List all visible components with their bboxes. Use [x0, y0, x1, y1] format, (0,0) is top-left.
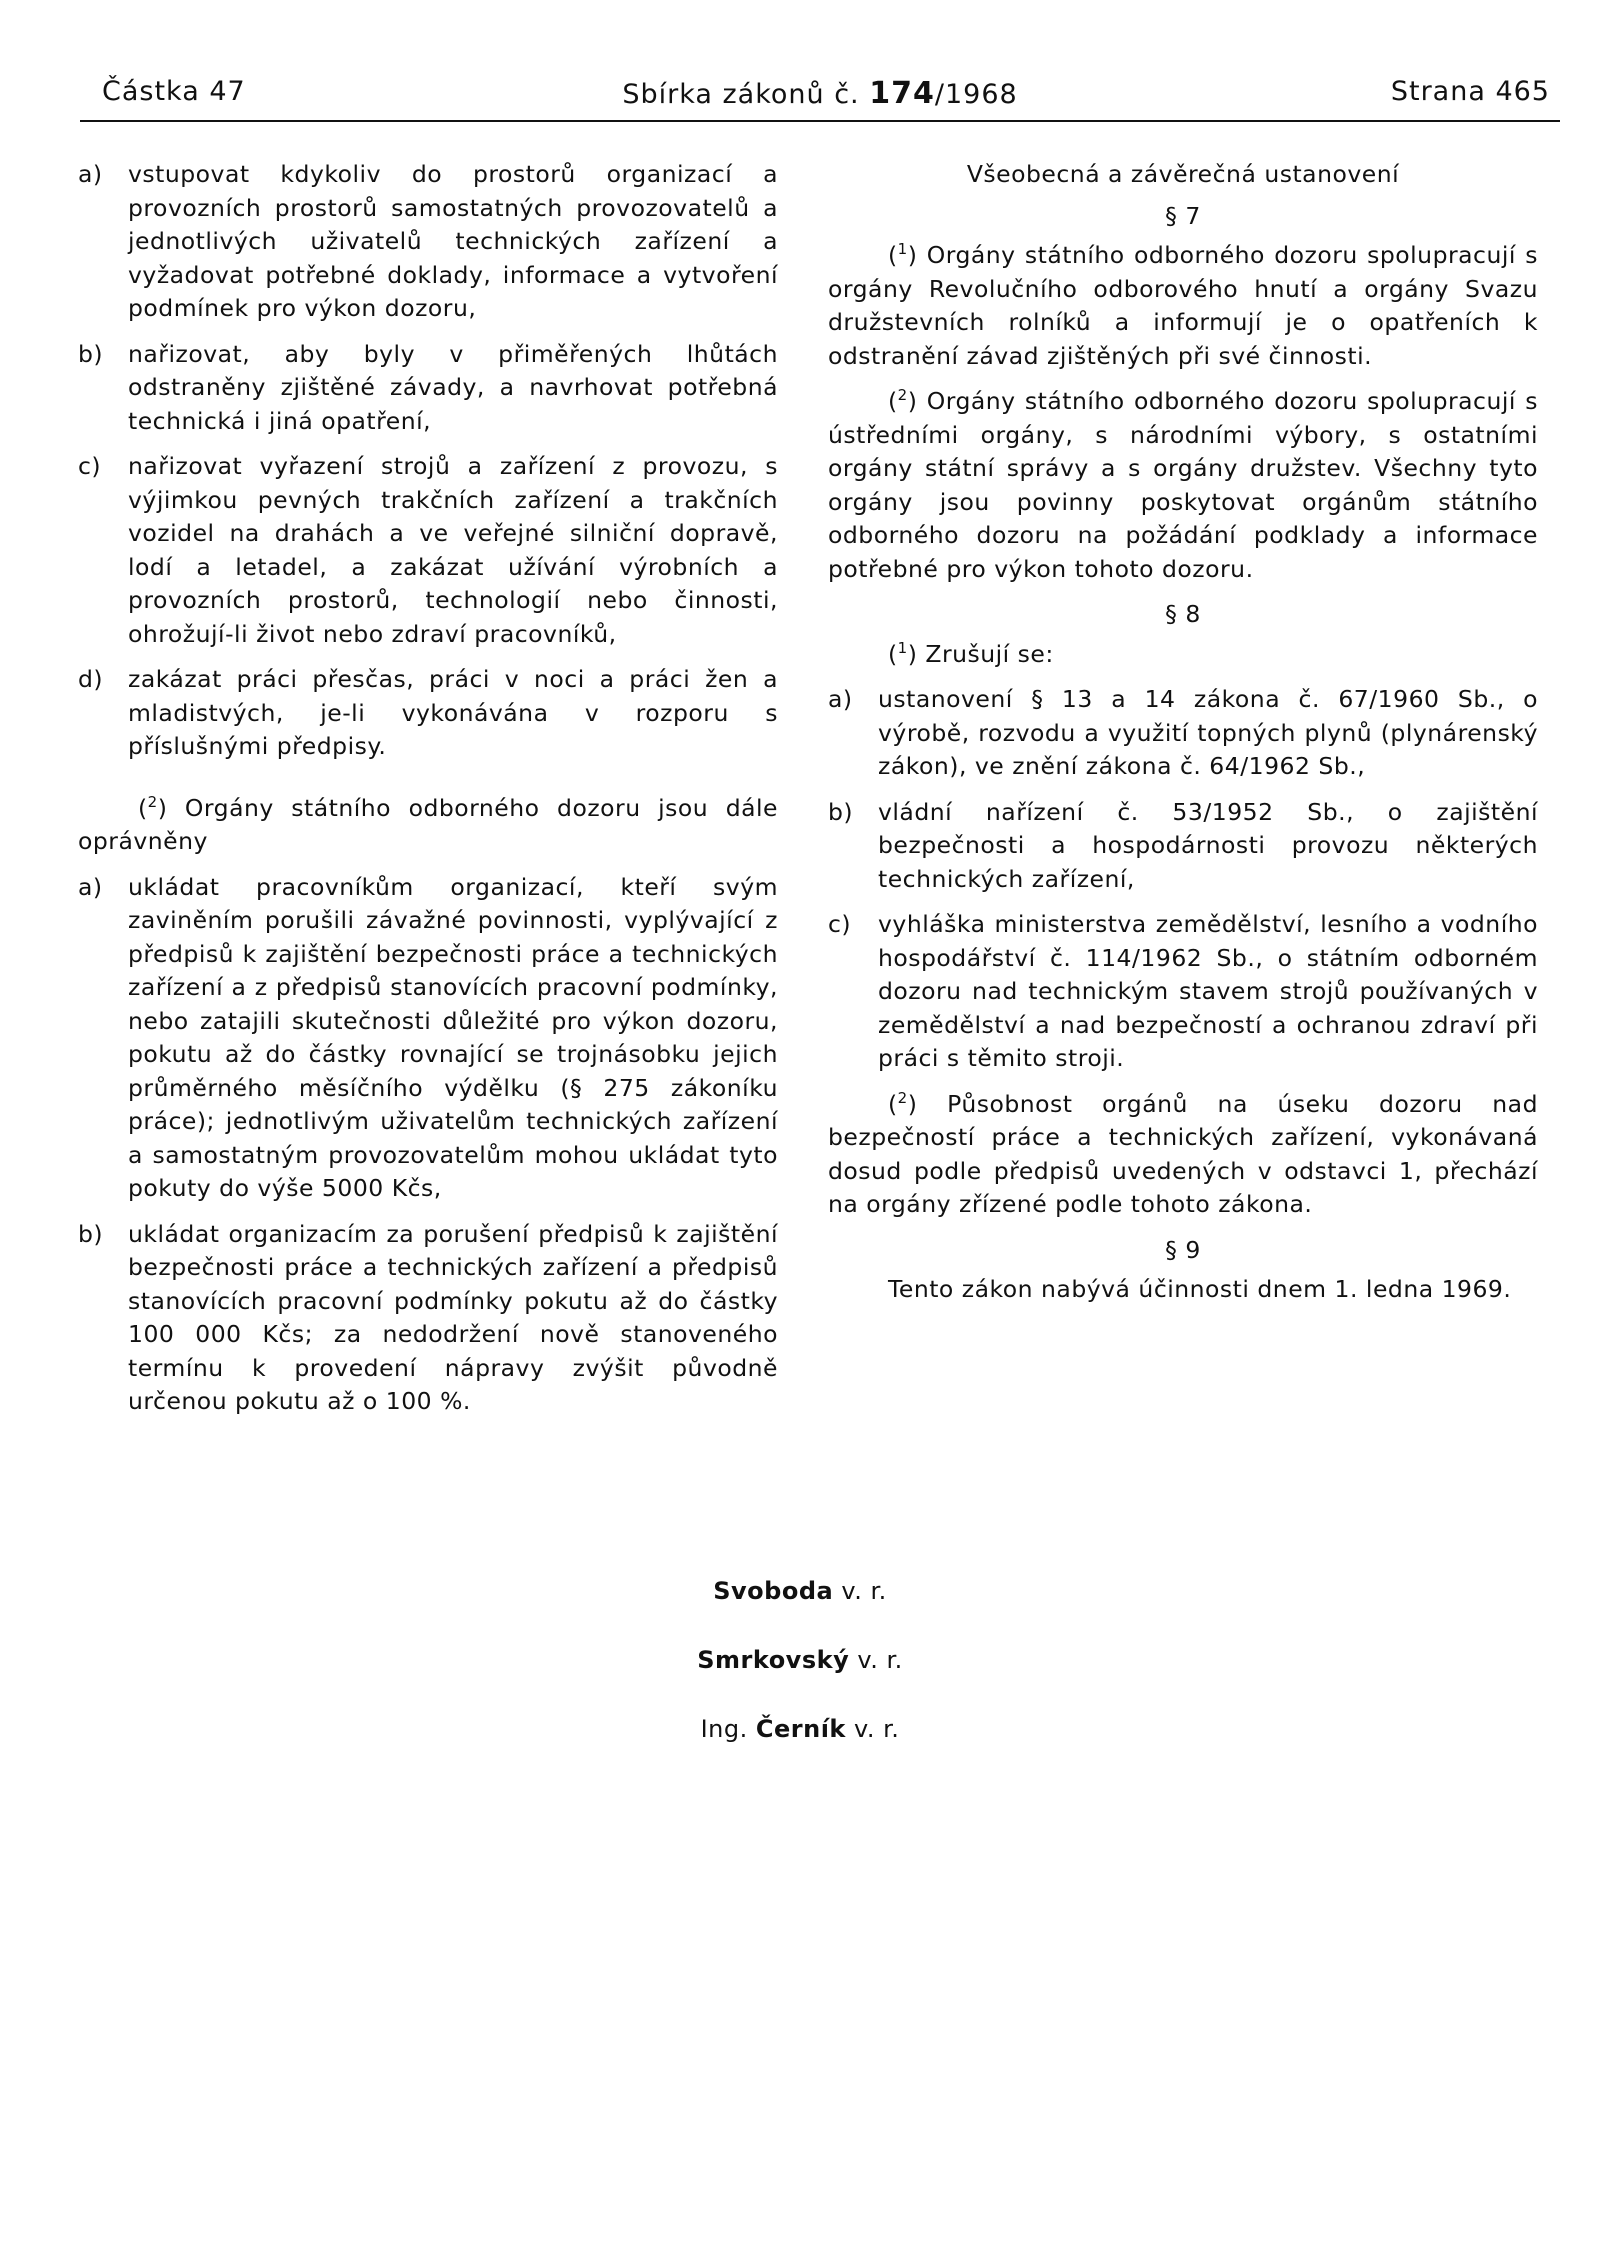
paragraph-text: Zrušují se: — [925, 639, 1054, 668]
paragraph-2: ($^2$) Orgány státního odborného dozoru jsou dále oprávněny — [78, 792, 778, 855]
paragraph-number: 2 — [897, 386, 908, 405]
section-8-paragraph-2: ($^2$) Působnost orgánů na úseku dozoru nad bezpečností práce a technických zařízení, vykonávaná dosud podle předpisů uvedených v odstavci 1, přechází na orgány zřízené podle tohoto zákona. — [828, 1088, 1538, 1218]
item-text: zakázat práci přesčas, práci v noci a práci žen a mladistvých, je-li vykonávána v rozporu s příslušnými předpisy. — [128, 665, 778, 760]
list-item — [828, 796, 1538, 897]
signature-suffix: v. r. — [841, 1577, 887, 1605]
paragraph-number: 2 — [897, 1088, 908, 1107]
item-label: b) — [78, 1219, 104, 1248]
item-label: b) — [828, 797, 854, 826]
signature-suffix: v. r. — [857, 1646, 903, 1674]
section-8-paragraph-1: ($^1$) Zrušují se: — [888, 638, 1054, 668]
item-label: a) — [828, 685, 853, 713]
right-column — [828, 158, 1538, 1319]
list-item — [78, 450, 778, 651]
list-item — [828, 908, 1538, 1076]
item-label: c) — [828, 910, 852, 938]
paragraph-number: 2 — [147, 792, 158, 811]
signature-prefix: Ing. — [700, 1715, 748, 1743]
section-heading: Všeobecná a závěrečná ustanovení — [966, 160, 1400, 188]
header-collection-prefix: Sbírka zákonů č. — [622, 79, 860, 110]
paragraph-text: Orgány státního odborného dozoru spolupracují s ústředními orgány, s národními výbory, s ostatními orgány státní správy a s orgány družstev. Všechny tyto orgány jsou povinny poskytovat orgánům státního odborného dozoru na požádání podklady a informace potřebné pro výkon tohoto dozoru. — [828, 387, 1538, 583]
section-9-title: § 9 — [1165, 1235, 1201, 1264]
item-label: d) — [78, 665, 104, 693]
item-text: nařizovat vyřazení strojů a zařízení z provozu, s výjimkou pevných trakčních zařízení a trakčních vozidel na drahách a ve veřejné silniční dopravě, lodí a letadel, a zakázat užívání výrobních a provozních prostorů, technologií nebo činnosti, ohrožují-li život nebo zdraví pracovníků, — [128, 452, 778, 648]
item-text: ustanovení § 13 a 14 zákona č. 67/1960 Sb., o výrobě, rozvodu a využití topných plynů (plynárenský zákon), ve znění zákona č. 64/1962 Sb., — [878, 685, 1538, 780]
signatures — [0, 1575, 1600, 1782]
paragraph-text: Orgány státního odborného dozoru jsou dále oprávněny — [78, 793, 778, 855]
section-7-paragraph-1: ($^1$) Orgány státního odborného dozoru spolupracují s orgány Revolučního odborového hnutí a orgány Svazu družstevních rolníků a informují je o opatřeních k odstranění závad zjištěných při své činnosti. — [828, 240, 1538, 370]
signature-name: Svoboda — [713, 1577, 834, 1605]
list-item — [78, 158, 778, 326]
paragraph-text: Orgány státního odborného dozoru spolupracují s orgány Revolučního odborového hnutí a orgány Svazu družstevních rolníků a informují je o opatřeních k odstranění závad zjištěných při své činnosti. — [828, 241, 1538, 370]
header-issue: Částka 47 — [102, 76, 246, 107]
paragraph-number: 1 — [897, 638, 908, 657]
list-item — [78, 663, 778, 764]
paragraph-number: 1 — [897, 240, 908, 259]
page-header — [80, 70, 1560, 122]
item-text: ukládat organizacím za porušení předpisů k zajištění bezpečnosti práce a technických zařízení a předpisů stanovících pracovní podmínky pokutu až do částky 100 000 Kčs; za nedodržení nově stanoveného termínu k provedení nápravy zvýšit původně určenou pokutu až o 100 %. — [128, 1219, 778, 1415]
left-column — [78, 158, 778, 1431]
section-7-title: § 7 — [1165, 201, 1201, 230]
signature-suffix: v. r. — [854, 1715, 900, 1743]
header-law-year: /1968 — [934, 79, 1018, 110]
list-item — [78, 871, 778, 1206]
section-9-text: Tento zákon nabývá účinnosti dnem 1. ledna 1969. — [888, 1275, 1512, 1303]
header-page-number: Strana 465 — [1390, 76, 1550, 107]
item-label: b) — [78, 339, 104, 368]
paragraph-text: Působnost orgánů na úseku dozoru nad bezpečností práce a technických zařízení, vykonávaná dosud podle předpisů uvedených v odstavci 1, přechází na orgány zřízené podle tohoto zákona. — [828, 1089, 1538, 1218]
item-text: nařizovat, aby byly v přiměřených lhůtách odstraněny zjištěné závady, a navrhovat potřebná technická i jiná opatření, — [128, 339, 778, 435]
header-law-number: 174 — [869, 76, 935, 111]
section-8-title: § 8 — [1165, 600, 1201, 628]
section-7-paragraph-2: ($^2$) Orgány státního odborného dozoru spolupracují s ústředními orgány, s národními výbory, s ostatními orgány státní správy a s orgány družstev. Všechny tyto orgány jsou povinny poskytovat orgánům státního odborného dozoru na požádání podklady a informace potřebné pro výkon tohoto dozoru. — [828, 386, 1538, 583]
item-text: vstupovat kdykoliv do prostorů organizací a provozních prostorů samostatných provozovatelů a jednotlivých uživatelů technických zařízení a vyžadovat potřebné doklady, informace a vytvoření podmínek pro výkon dozoru, — [128, 160, 778, 322]
signature — [0, 1713, 1600, 1746]
signature-name: Černík — [755, 1715, 846, 1743]
signature — [0, 1575, 1600, 1608]
list-item — [78, 1218, 778, 1419]
item-text: vládní nařízení č. 53/1952 Sb., o zajištění bezpečnosti a hospodárnosti provozu některých technických zařízení, — [878, 797, 1538, 893]
signature-name: Smrkovský — [697, 1646, 850, 1674]
signature — [0, 1644, 1600, 1677]
item-label: a) — [78, 872, 103, 901]
header-collection — [80, 76, 1560, 111]
item-label: c) — [78, 452, 102, 480]
item-label: a) — [78, 160, 103, 188]
list-item — [828, 683, 1538, 784]
item-text: ukládat pracovníkům organizací, kteří svým zaviněním porušili závažné povinnosti, vyplývající z předpisů k zajištění bezpečnosti práce a technických zařízení a z předpisů stanovících pracovní podmínky, nebo zatajili skutečnosti důležité pro výkon dozoru, pokutu až do částky rovnající se trojnásobku jejich průměrného měsíčního výdělku (§ 275 zákoníku práce); jednotlivým uživatelům technických zařízení a samostatným provozovatelům mohou ukládat tyto pokuty do výše 5000 Kčs, — [128, 872, 778, 1202]
list-item — [78, 338, 778, 439]
item-text: vyhláška ministerstva zemědělství, lesního a vodního hospodářství č. 114/1962 Sb., o státním odborném dozoru nad technickým stavem strojů používaných v zemědělství a nad bezpečností a ochranou zdraví při práci s těmito stroji. — [878, 910, 1538, 1072]
